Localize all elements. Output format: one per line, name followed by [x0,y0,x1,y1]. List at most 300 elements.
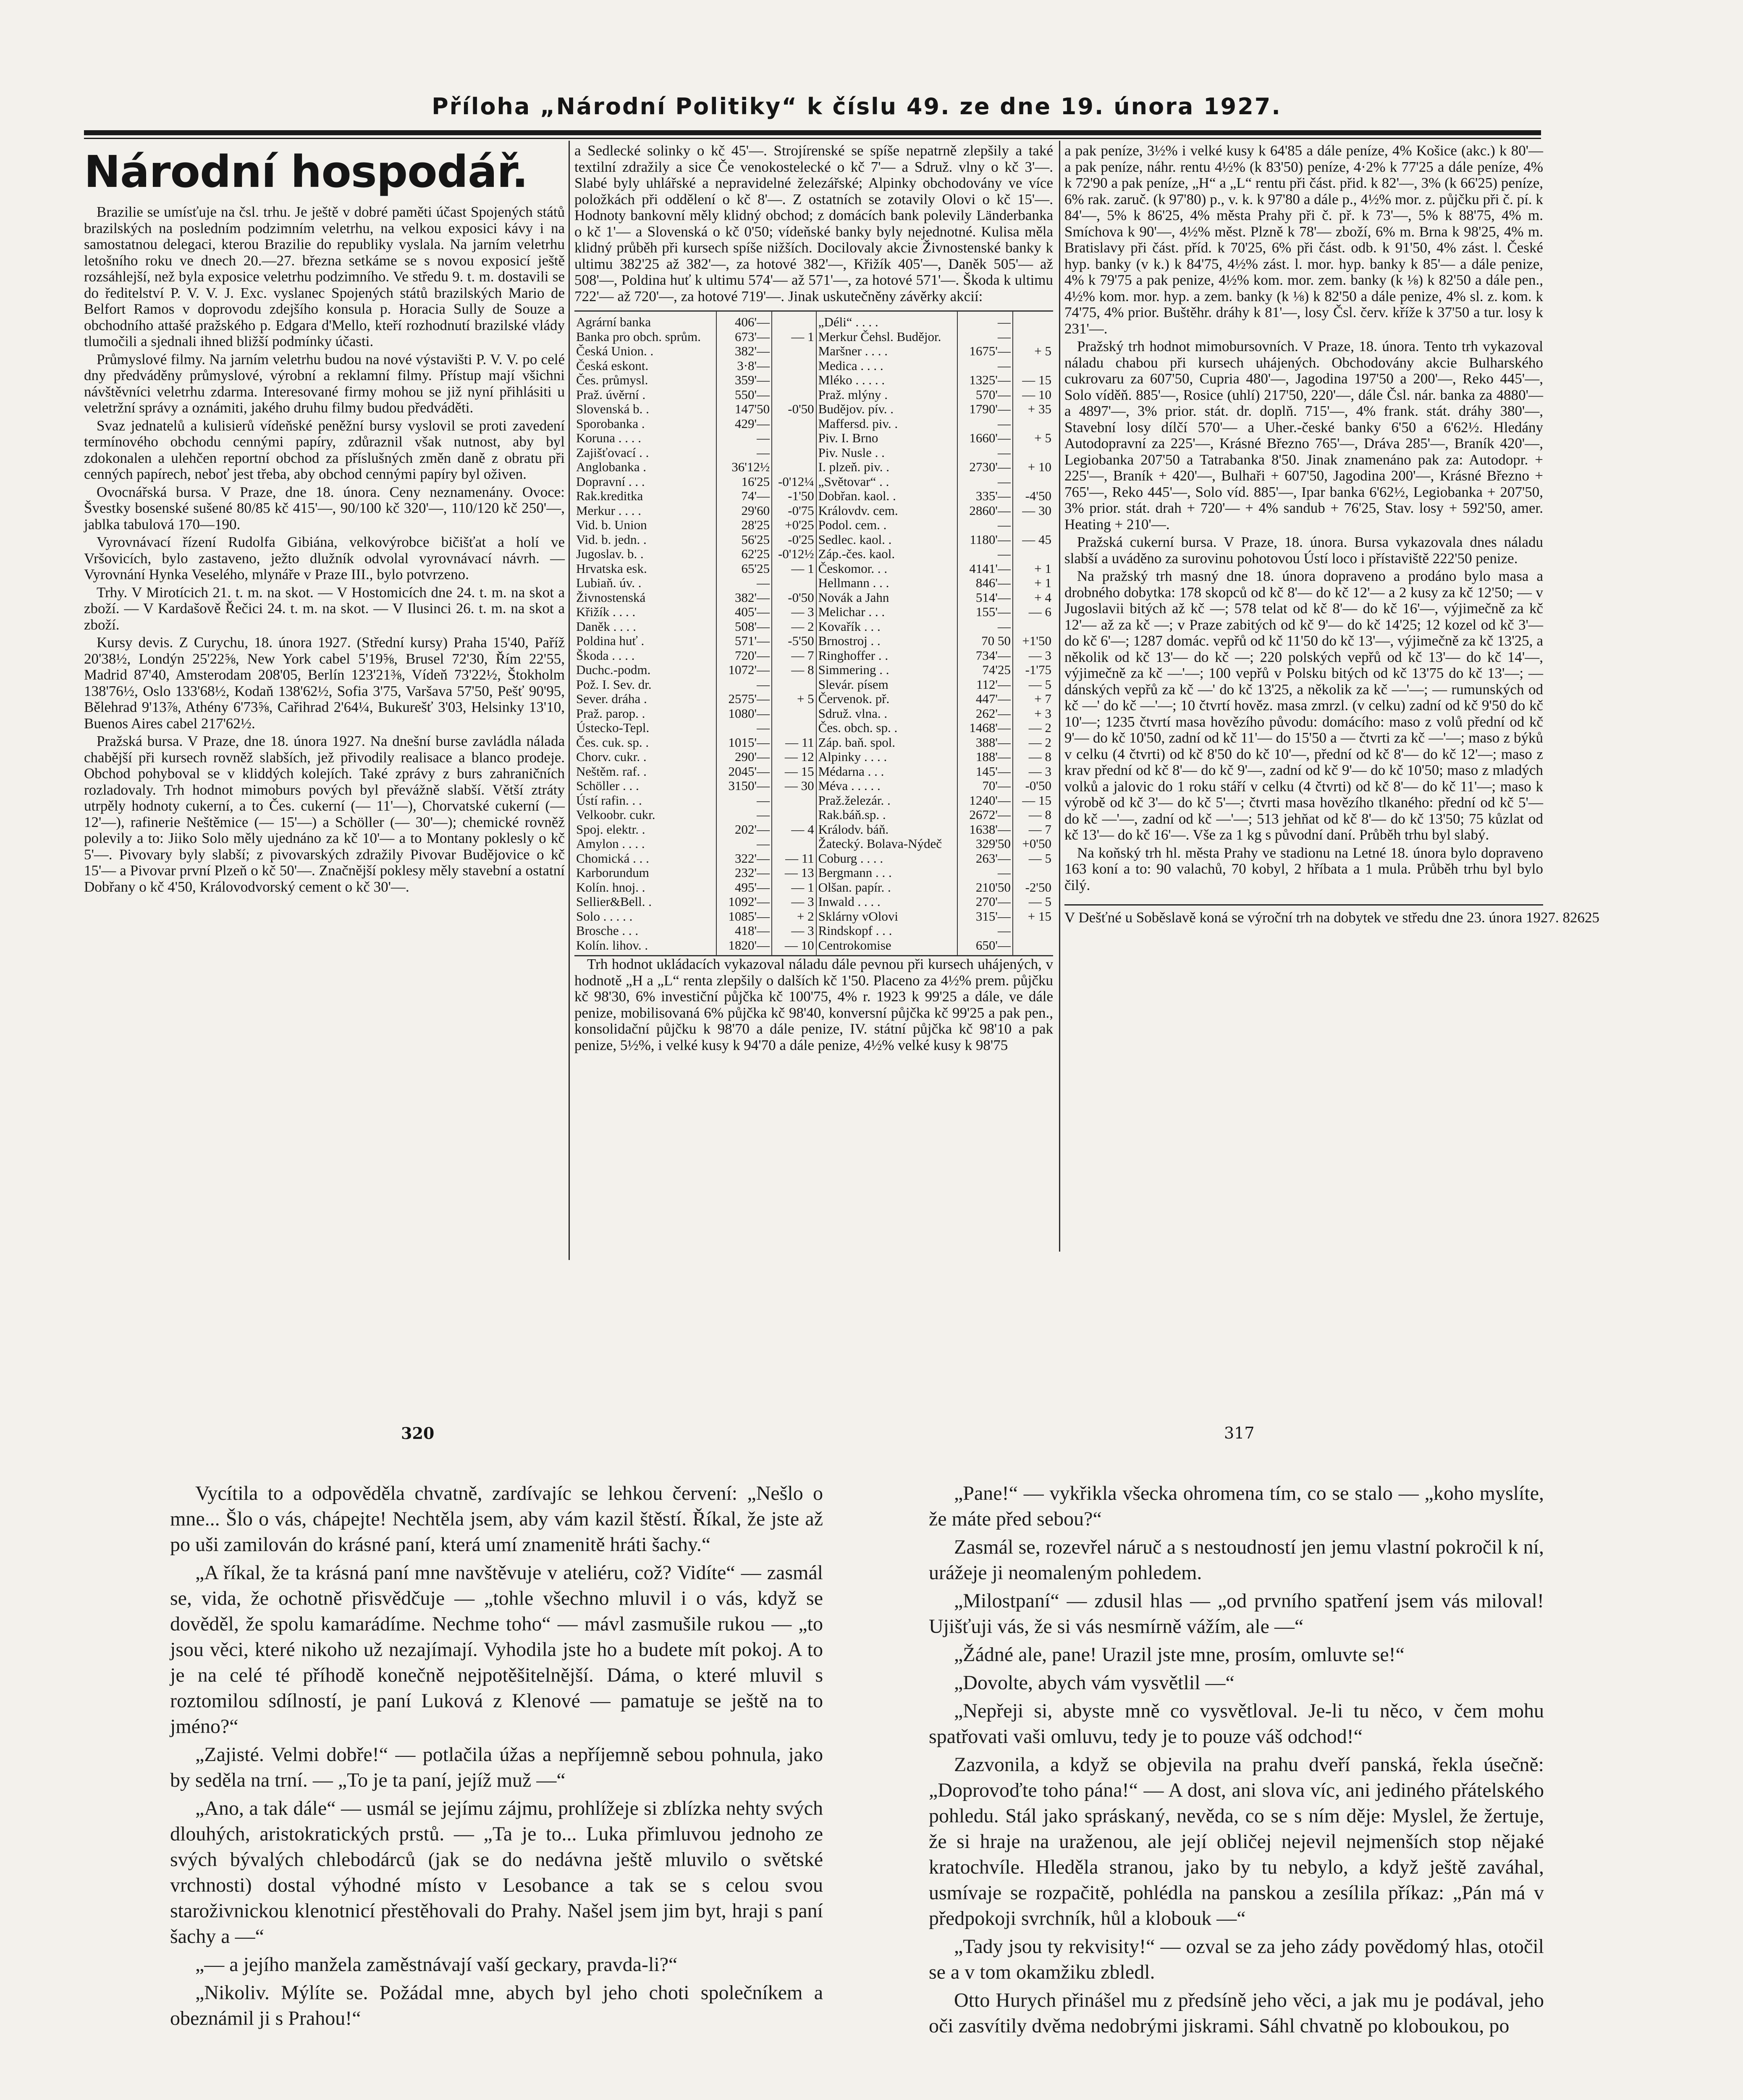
news-paragraph: Vyrovnávací řízení Rudolfa Gibiána, velkovýrobce bičišťat a holí ve Vršovicích, bylo zastaveno, ježto dlužník odvolal vyrovnávací návrh. — Vyrovnání Hynka Veselého, mlynáře v Praze III., bylo potvrzeno. [84,534,565,583]
stock-price: 406'— [716,311,772,330]
stock-name: Centrokomise [816,938,957,956]
stock-change: -0'50 [1025,779,1051,793]
stock-change: -0'12¼ [772,475,816,489]
stock-row [574,851,1053,866]
novel-paragraph: „Nikoliv. Mýlíte se. Požádal mne, abych byl jeho choti společníkem a obeznámil ji s Prahou!“ [170,1982,823,2029]
stock-change: -0'12½ [772,547,816,562]
column-divider [1059,141,1060,1252]
stock-price: 1638'— [957,822,1013,837]
stock-price: 329'50 [957,837,1013,851]
stock-change [772,359,816,373]
stock-change [772,344,816,359]
stock-name: Vid. b. jedn. . [574,533,716,547]
stock-name: Česká eskont. [574,359,716,373]
stock-price: 112'— [957,677,1013,692]
stock-price: 322'— [716,851,772,866]
news-paragraph: Kursy devis. Z Curychu, 18. února 1927. (Střední kursy) Praha 15'40, Paříž 20'38½, Londýn 25'22⅝, New York cabel 5'19⅝, Brusel 72'30, Řím 22'55, Madrid 87'40, Amsterodam 208'05, Berlín 123'21⅜, Vídeň 73'22½, Štokholm 138'76½, Oslo 133'68½, Kodaň 138'62½, Sofia 3'75, Varšava 57'50, Pešť 90'95, Bělehrad 9'13⅞, Athény 6'73⅝, Cařihrad 2'64¼, Bukurešť 3'03, Helsinky 13'10, Buenos Aires cabel 217'62½. [84,634,565,732]
stock-price: 29'60 [716,504,772,518]
stock-change: — 5 [1028,677,1051,692]
stock-name: Spoj. elektr. . [574,822,716,837]
news-paragraph: Pražský trh hodnot mimobursovních. V Praze, 18. února. Tento trh vykazoval náladu chabou při kursech uhájených. Obchodovány akcie Bulharského cukrovaru za 607'50, Cupria 480'—, Jagodina 197'50 a 200'—, Reko 445'—, Solo víděň. 885'—, Rosice (uhlí) 217'50, 220'—, dále Čsl. nár. banka za 4880'— a 4897'—, 3% prior. stát. dr. doplň. 715'—, 4% frank. stát. dráhy 380'—, Stavební losy dílčí 570'— a Uher.-české banky 6'50 a 6'62½. Hledány Autodopravní za 225'—, Krásné Březno 765'—, Dráva 285'—, Braník 420'—, Legiobanka 207'50 a Tatrabanka 8'50. Jinak znamenáno pak za: Autodopr. + 225'—, Braník + 420'—, Bulhaři + 607'50, Jagodina 200'—, Krásné Březno + 765'—, Reko 445'—, Solo víd. 885'—, Ipar banka 6'62½, Legiobanka + 207'50, 3% prior. stát. drah + 720'— + 4% sandub + 76'25, Stav. losy + 592'50, amer. Heating + 210'—. [1064,338,1543,533]
stock-change: -2'50 [1025,880,1051,895]
stock-name: Mléko . . . . . [816,373,957,388]
stock-change [772,417,816,431]
stock-price: 1180'— [957,533,1013,547]
stock-change: — 6 [1028,605,1051,619]
stock-name: Králodv. báň. [816,822,957,837]
stock-change: — 15 [1022,373,1051,387]
stock-price: 1660'— [957,431,1013,446]
stock-name: Merkur Čehsl. Budějor. [816,330,957,344]
stock-change [1013,359,1053,373]
stock-price: 147'50 [716,402,772,417]
stock-name: Anglobanka . [574,460,716,475]
stock-row [574,648,1053,663]
stock-price: 65'25 [716,562,772,576]
stock-name: Sedlec. kaol. . [816,533,957,547]
stock-change [772,837,816,851]
novel-paragraph: „Zajisté. Velmi dobře!“ — potlačila úžas a nepříjemně sebou pohnula, jako by seděla na trní. — „To je ta paní, jejíž muž —“ [170,1743,823,1791]
stock-change [772,706,816,721]
stock-row [574,388,1053,402]
stock-change: — 4 [772,822,816,837]
stock-row [574,373,1053,388]
stock-row [574,446,1053,460]
stock-change [772,373,816,388]
stock-price: 290'— [716,750,772,764]
stock-change: +1'50 [1022,634,1051,648]
news-paragraph: Brazilie se umísťuje na čsl. trhu. Je ještě v dobré paměti účast Spojených států brazilských na posledním podzimním veletrhu, na velkou exposici kávy i na samostatnou delegaci, kterou Brazilie do republiky vyslala. Na jarním veletrhu letošního roku ve dnech 20.—27. března setkáme se s novou exposicí ještě rozsáhlejší, než byla exposice veletrhu podzimního. Ve středu 9. t. m. dostavili se do ředitelství P. V. V. J. Exc. vyslanec Spojených států brazilských Mario de Belfort Ramos v doprovodu zdejšího konsula p. Horacia Sully de Souze a obchodního attašé pražského p. Edgara d'Mello, kteří rozhodnutí brazilské vlády tlumočili a sjednali ihned bližší podmínky účasti. [84,204,565,349]
stock-name: Piv. Nusle . . [816,446,957,460]
stock-change [772,808,816,822]
stock-price: 2575'— [716,692,772,706]
stock-name: Sklárny vOlovi [816,909,957,924]
stock-name: Agrární banka [574,311,716,330]
header-rule-thin [84,138,1541,139]
stock-name: Duchc.-podm. [574,663,716,677]
stock-change: — 2 [1028,735,1051,750]
stock-change: + 35 [1027,402,1051,416]
stock-change [1013,446,1053,460]
stock-change: — 1 [772,562,816,576]
stock-price: 62'25 [716,547,772,562]
stock-change: -0'75 [772,504,816,518]
stock-row [574,735,1053,750]
novel-paragraph: „Dovolte, abych vám vysvětlil —“ [954,1672,1235,1694]
stock-row [574,475,1053,489]
news-paragraph: Trhy. V Mirotícich 21. t. m. na skot. — V Hostomicích dne 24. t. m. na skot a zboží. — V Kardašově Řečici 24. t. m. na skot. — V Ilusinci 26. t. m. na skot a zboží. [84,584,565,633]
stock-name: Brnostroj . . [816,634,957,648]
stock-price: 1790'— [957,402,1013,417]
stock-change: — 1 [772,330,816,344]
stock-price: 2045'— [716,764,772,779]
news-paragraph: Trh hodnot ukládacích vykazoval náladu dále pevnou při kursech uhájených, v hodnotě „H a „L“ renta zlepšily o dalších kč 1'50. Placeno za 4½% prem. půjčku kč 98'30, 6% investiční půjčka kč 100'75, 4% r. 1923 k 99'25 a dále, ve dále penize, mobilisovaná 6% půjčka kč 98'40, konversní půjčka kč 99'25 a pak pen., konsolidační půjčku k 98'70 a dále penize, IV. státní půjčka kč 98'10 a pak penize, 5½%, i velké kusy k 94'70 a dále penize, 4½% velké kusy k 98'75 [574,956,1053,1053]
stock-price: 36'12½ [716,460,772,475]
novel-paragraph: „— a jejího manžela zaměstnávají vaší geckary, pravda-li?“ [195,1953,678,1976]
stock-price: — [716,837,772,851]
stock-price: — [957,924,1013,938]
stock-price: — [716,431,772,446]
novel-paragraph: Zasmál se, rozevřel náruč a s nestoudností jen jemu vlastní pokročil k ní, urážeje ji neomaleným pohledem. [929,1536,1544,1584]
stock-row [574,344,1053,359]
stock-price: 1240'— [957,793,1013,808]
stock-name: Pož. I. Sev. dr. [574,677,716,692]
column-divider [569,141,570,1260]
stock-name: Sporobanka . [574,417,716,431]
stock-price: 270'— [957,895,1013,909]
stock-name: Hellmann . . . [816,576,957,591]
stock-name: Rak.kreditka [574,489,716,504]
stock-change: — 1 [772,880,816,895]
novel-paragraph: „Milostpaní“ — zdusil hlas — „od prvního spatření jsem vás miloval! Ujišťuji vás, že si vás nesmírně vážím, ale —“ [929,1590,1544,1638]
stock-name: Praž. parop. . [574,706,716,721]
stock-change: — 3 [1028,648,1051,663]
stock-price: — [716,721,772,735]
stock-change: — 7 [772,648,816,663]
stock-price: — [957,620,1013,634]
stock-row [574,460,1053,475]
stock-name: Jugoslav. b. . [574,547,716,562]
novel-page-left [170,1480,823,2034]
novel-paragraph: „Pane!“ — vykřikla všecka ohromena tím, co se stalo — „koho myslíte, že máte před sebou?“ [929,1482,1544,1530]
page-number-left: 320 [401,1424,435,1443]
stock-change: — 7 [1028,822,1051,837]
stock-name: Daněk . . . . [574,620,716,634]
stock-name: Dobřan. kaol. . [816,489,957,504]
stock-price: — [957,311,1013,330]
stock-name: Sdruž. vlna. . [816,706,957,721]
stock-change: — 11 [772,735,816,750]
stock-name: Piv. I. Brno [816,431,957,446]
stock-price: 1085'— [716,909,772,924]
stock-name: Karborundum [574,866,716,880]
stock-change [772,576,816,591]
stock-name: Červenok. př. [816,692,957,706]
stock-price: 508'— [716,620,772,634]
stock-change [772,446,816,460]
stock-price: 1820'— [716,938,772,956]
stock-name: Praž. úvěrní . [574,388,716,402]
stock-name: Coburg . . . . [816,851,957,866]
stock-price: 382'— [716,344,772,359]
news-paragraph: Ovocnářská bursa. V Praze, dne 18. února. Ceny neznamenány. Ovoce: Švestky bosenské sušené 80/85 kč 415'—, 90/100 kč 320'—, 110/120 kč 250'—, jablka tabulová 170—190. [84,483,565,533]
stock-price: 846'— [957,576,1013,591]
stock-row [574,576,1053,591]
stock-price: 571'— [716,634,772,648]
stock-change: — 3 [772,924,816,938]
stock-price: 263'— [957,851,1013,866]
stock-change: + 7 [1034,692,1051,706]
header-rule [84,130,1541,135]
stock-row [574,895,1053,909]
stock-name: Brosche . . . [574,924,716,938]
stock-row [574,750,1053,764]
stock-name: Velkoobr. cukr. [574,808,716,822]
stock-name: Alpinky . . . . [816,750,957,764]
stock-name: Žatecký. Bolava-Nýdeč [816,837,957,851]
stock-row [574,721,1053,735]
section-title: Národní hospodář. [84,146,528,197]
stock-price: 74'25 [957,663,1013,677]
stock-name: Koruna . . . . [574,431,716,446]
stock-row [574,880,1053,895]
stock-price: 56'25 [716,533,772,547]
stock-change: — 5 [1028,851,1051,866]
stock-row [574,489,1053,504]
stock-change [772,793,816,808]
stock-change: -1'50 [772,489,816,504]
stock-name: Méva . . . . . [816,779,957,793]
stock-change [1013,417,1053,431]
stock-name: Čes. průmysl. [574,373,716,388]
stock-name: Sellier&Bell. . [574,895,716,909]
stock-price: 155'— [957,605,1013,620]
stock-price: 335'— [957,489,1013,504]
stock-name: Kovařík . . . [816,620,957,634]
stock-change [772,721,816,735]
stock-row [574,402,1053,417]
stock-change: — 11 [772,851,816,866]
stock-name: Sever. dráha . [574,692,716,706]
stock-change [772,311,816,330]
stock-change: + 4 [1034,590,1051,605]
stock-change [1013,866,1053,880]
stock-price: 447'— [957,692,1013,706]
stock-price: 673'— [716,330,772,344]
stock-row [574,591,1053,605]
stock-change: — 2 [772,620,816,634]
stock-name: Bergmann . . . [816,866,957,880]
stock-name: „Světovar“ . . [816,475,957,489]
stock-price: 1092'— [716,895,772,909]
stock-price: — [957,518,1013,533]
stock-change: — 30 [1022,503,1051,518]
stock-row [574,417,1053,431]
stock-row [574,547,1053,562]
stock-change: + 5 [1034,431,1051,445]
stock-change: — 8 [1028,750,1051,764]
stock-name: „Déli“ . . . . [816,311,957,330]
stock-row [574,562,1053,576]
novel-page-right [929,1480,1544,2041]
stock-change [1013,311,1053,330]
market-notice: V Dešťné u Soběslavě koná se výroční trh na dobytek ve středu dne 23. února 1927. 82625 [1064,904,1543,926]
stock-row [574,431,1053,446]
stock-row [574,605,1053,620]
stock-name: Banka pro obch. sprům. [574,330,716,344]
stock-price: 2860'— [957,504,1013,518]
stock-name: Rindskopf . . . [816,924,957,938]
stock-change: + 5 [1034,344,1051,358]
news-paragraph: Pražská bursa. V Praze, dne 18. února 1927. Na dnešní burse zavládla nálada chabější při kursech rovněž slabších, jež přivodily realisace a blanco prodeje. Obchod pohyboval se v kliddých kolejích. Také zprávy z burs zahraničních rozladovaly. Trh hodnot mimoburs pových byl převážně slabší. Větší ztráty utrpěly hodnoty cukerní, a to Čes. cukerní (— 11'—), Chorvatské cukerní (— 12'—), rafinerie Neštěmice (— 15'—) a Schöller (— 30'—); chemické rovněž polevily a to: Jiiko Solo měly ujednáno za kč 10'— a to Montany poklesly o kč 5'—. Pivovary byly slabší; z pivovarských zdražily Pivovar Budějovice o kč 15'— a Pivovar první Plzeň o kč 50'—. Značnější poklesy měly stavební a ostatní Dobřany o kč 4'50, Královodvorský cement o kč 30'—. [84,733,565,895]
stock-change: — 3 [772,895,816,909]
stock-name: Maffersd. piv. . [816,417,957,431]
stock-price: 28'25 [716,518,772,533]
stock-price: 359'— [716,373,772,388]
stock-price: 16'25 [716,475,772,489]
stock-price: 3150'— [716,779,772,793]
stock-name: Neštěm. raf. . [574,764,716,779]
stock-change: -0'50 [772,591,816,605]
stock-name: Vid. b. Union [574,518,716,533]
stock-row [574,924,1053,938]
stock-row [574,822,1053,837]
stock-row [574,808,1053,822]
stock-name: Slevár. písem [816,677,957,692]
stock-row [574,779,1053,793]
stock-row [574,866,1053,880]
stock-change: + 1 [1034,576,1051,590]
stock-change [772,431,816,446]
stock-row [574,706,1053,721]
stock-row [574,677,1053,692]
stock-change: + 5 [772,692,816,706]
stock-price: 3·8'— [716,359,772,373]
stock-name: Křižík . . . . [574,605,716,620]
stock-name: Praž. mlýny . [816,388,957,402]
novel-paragraph: „A říkal, že ta krásná paní mne navštěvuje v ateliéru, což? Vidíte“ — zasmál se, vida, že ochotně přisvědčuje — „tohle všechno mluvil i o vás, když se dověděl, že spolu kamarádíme. Nechme toho“ — mávl zasmušile rukou — „to jsou věci, které nikoho už nezajímají. Vyhodila jste ho a budete mít pokoj. A to je na celé té příhodě konečně nejpotěšitelnější. Dáma, o které mluvil s roztomilou sdílností, je paní Luková z Klenové — pamatuje se ještě na to jméno?“ [170,1562,823,1738]
stock-change: — 30 [772,779,816,793]
stock-name: Čes. obch. sp. . [816,721,957,735]
stock-row [574,764,1053,779]
stock-name: Budějov. pív. . [816,402,957,417]
stock-change: — 10 [1022,387,1051,402]
stock-price: — [957,330,1013,344]
novel-paragraph: Otto Hurych přinášel mu z předsíně jeho věci, a jak mu je podával, jeho oči zasvítily dvěma nedobrými jiskrami. Sáhl chvatně po kloboukou, po [929,1989,1544,2037]
stock-name: Merkur . . . . [574,504,716,518]
stock-price: 145'— [957,764,1013,779]
stock-row [574,359,1053,373]
stock-change: + 15 [1027,909,1051,924]
stock-table [574,310,1053,956]
stock-price: 429'— [716,417,772,431]
stock-change: — 15 [1022,793,1051,808]
stock-price: 2672'— [957,808,1013,822]
stock-name: Chorv. cukr. . [574,750,716,764]
stock-change [772,677,816,692]
stock-price: — [957,866,1013,880]
stock-row [574,909,1053,924]
stock-price: — [716,576,772,591]
stock-name: I. plzeň. piv. . [816,460,957,475]
stock-price: 388'— [957,735,1013,750]
stock-price: 1015'— [716,735,772,750]
news-paragraph: Pražská cukerní bursa. V Praze, 18. února. Bursa vykazovala dnes náladu slabší a uváděno za surovinu pohotovou Ústí loco i přístaviště 222'50 penize. [1064,534,1543,567]
economy-column-2 [574,143,1053,1055]
novel-paragraph: „Ano, a tak dále“ — usmál se jejímu zájmu, prohlížeje si zblízka nehty svých dlouhých, aristokratických prstů. — „Ta je to... Luka přimluvou jednoho ze svých bývalých chlebodárců (jak se do nedávna ještě mluvilo o světské vrchnosti) dostal výhodné místo v Lesobance a tak se s celou svou staroživnickou klenotnicí přestěhovali do Prahy. Našel jsem jim byt, hraji s paní šachy a —“ [170,1797,823,1948]
stock-row [574,793,1053,808]
stock-name: Kolín. hnoj. . [574,880,716,895]
stock-change: — 45 [1022,532,1051,547]
stock-price: 262'— [957,706,1013,721]
stock-name: Podol. cem. . [816,518,957,533]
stock-change: -0'25 [772,533,816,547]
stock-price: 188'— [957,750,1013,764]
stock-name: Ústecko-Tepl. [574,721,716,735]
stock-change: — 15 [772,764,816,779]
stock-change [1013,547,1053,562]
stock-name: Praž.železár. . [816,793,957,808]
stock-row [574,938,1053,956]
stock-name: Záp. baň. spol. [816,735,957,750]
supplement-header: Příloha „Národní Politiky“ k číslu 49. ze dne 19. února 1927. [432,93,1282,120]
stock-change: — 3 [772,605,816,620]
stock-name: Simmering . . [816,663,957,677]
stock-change [1013,938,1053,956]
stock-name: Škoda . . . . [574,648,716,663]
stock-price: 382'— [716,591,772,605]
news-paragraph: a pak peníze, 3½% i velké kusy k 64'85 a dále peníze, 4% Košice (akc.) k 80'— a pak peníze, náhr. rentu 4½% (k 83'50) peníze, 4·2% k 77'25 a dále peníze, 4% k 72'90 a pak peníze, „H“ a „L“ rentu při část. přid. k 82'—, 3% (k 66'25) peníze, 6% rak. zaruč. (k 97'80) p., v. k. k 97'80 a dále p., 4½% mor. z. půjčku při č. pí. k 84'—, 5% k 86'25, 4% města Prahy při č. př. k 73'—, 5% k 88'75, 4% m. Smíchova k 90'—, 4½% měst. Plzně k 78'— zboží, 6% m. Brna k 98'25, 4% m. Bratislavy při část. příd. k 70'25, 6% při část. odb. k 91'50, 4% zást. l. České hyp. banky (v k.) k 84'75, 4½% zást. l. mor. hyp. banky k 85'— a dále penize, 4% k 79'75 a pak penize, 4½% kom. mor. zem. banky (k ⅛) k 82'50 a dále pen., 4½% kom. mor. hyp. a zem. banky (k ⅛) k 82'50 a dále penize, 4% sl. z. kom. k 74'75, 4% prior. Buštěhr. dráhy k 81'—, losy Čsl. červ. kříže k 37'50 a tur. losy k 231'—. [1064,142,1543,337]
stock-name: Kolín. lihov. . [574,938,716,956]
stock-price: 495'— [716,880,772,895]
news-paragraph: a Sedlecké solinky o kč 45'—. Strojírenské se spíše nepatrně zlepšily a také textilní zdražily a sice Če venokostelecké o kč 7'— a Sdruž. vlny o kč 3'—. Slabé byly uhlářské a nepravidelné železářské; Alpinky obchodovány ve více položkách při oddělení o kč 8'—. Z ostatních se zotavily Olovi o kč 15'—. Hodnoty bankovní měly klidný obchod; z domácích bank polevily Länderbanka o kč 1'— a Slovenská o kč 0'50; vídeňské banky byly nejednotné. Kulisa měla klidný průběh při kursech spíše nižších. Docilovaly akcie Živnostenské banky k ultimu 382'25 až 382'—, za hotové 382'—, Křižík 405'—, Daněk 505'— až 508'—, Poldina huť k ultimu 574'— až 571'—, za hotové 571'—. Škoda k ultimu 722'— až 720'—, za hotové 719'—. Jinak uskutečněny závěrky akcií: [574,142,1053,304]
stock-price: 315'— [957,909,1013,924]
stock-change: — 12 [772,750,816,764]
stock-change: -5'50 [772,634,816,648]
stock-change: — 13 [772,866,816,880]
news-paragraph: Na koňský trh hl. města Prahy ve stadionu na Letné 18. února bylo dopraveno 163 koní a to: 90 valachů, 70 kobyl, 2 hříbata a 1 mula. Průběh trhu byl bylo čilý. [1064,844,1543,893]
stock-price: 720'— [716,648,772,663]
stock-price: — [957,359,1013,373]
stock-name: Inwald . . . . [816,895,957,909]
novel-paragraph: „Žádné ale, pane! Urazil jste mne, prosím, omluvte se!“ [954,1643,1405,1666]
stock-price: — [957,417,1013,431]
stock-price: 1072'— [716,663,772,677]
stock-change [772,388,816,402]
stock-name: Medica . . . . [816,359,957,373]
novel-paragraph: „Nepřeji si, abyste mně co vysvětloval. Je-li tu něco, v čem mohu spatřovati vaši omluvu, tedy je to pouze váš odchod!“ [929,1700,1544,1748]
stock-price: — [716,446,772,460]
stock-change: — 8 [1028,808,1051,822]
stock-change: — 8 [772,663,816,677]
stock-change: + 3 [1034,706,1051,721]
stock-price: 734'— [957,648,1013,663]
stock-name: Schöller . . . [574,779,716,793]
stock-price: 418'— [716,924,772,938]
stock-price: 70 50 [957,634,1013,648]
stock-row [574,311,1053,330]
stock-row [574,692,1053,706]
stock-name: Novák a Jahn [816,591,957,605]
stock-name: Poldina huť . [574,634,716,648]
news-paragraph: Na pražský trh masný dne 18. února dopraveno a prodáno bylo masa a drobného dobytka: 178 skopců od kč 8'— do kč 12'— a 2 kusy za kč 12'50; — v Jugoslavii bitých až kč —; 578 telat od kč 8'— do kč 16'—, výjimečně za kč 12'— až za kč —; v Praze zabitých od kč 9'— do kč 14'25; 12 kozel od kč 3'— do kč 6'—; 1287 domác. vepřů od kč 11'50 do kč 13'—, výjimečně za kč 13'25, a několik od kč 13'— do kč —; 220 polských vepřů od kč 13'— do kč 14'—, výjimečně za kč —'—; 100 vepřů v Polsku bitých od kč 13'75 do kč 13'—; — dánských vepřů za kč —' do kč 13'25, a několik za kč —'—; — rumunských od kč —' do kč —'—; 10 čtvrtí hověz. masa zmrzl. (v celku) zadní od kč 9'50 do kč 10'—; 1235 čtvrtí masa hovězího původu: domácího: maso z volů přední od kč 9'— do kč 10'50, zadní od kč 11'— do 15'50 a — čtvrti za kč —'—; maso z býků v celku (4 čtvrti) od kč 8'50 do kč 10'—, přední od kč 8'— do kč 12'—; maso z krav přední od kč 8'— do kč 9'—, zadní od kč 9'— do kč 10'50; maso z mladých volků a jalovic do 1 roku stáří v celku (4 čtvrti) od kč 8'— do kč 11'—; maso k výrobě od kč 3'— do kč 5'—; čtvrti masa hovězího tlkaného: přední od kč 5'— do kč —'—, zadní od kč —'—; 513 jehňat od kč 8'— do kč 13'50; 75 kůzlat od kč 13'— do kč 16'—. Vše za 1 kg s původní daní. Průběh trhu byl slabý. [1064,568,1543,843]
stock-name: Živnostenská [574,591,716,605]
stock-change: -4'50 [1025,489,1051,503]
stock-price: — [957,475,1013,489]
stock-price: 514'— [957,591,1013,605]
stock-row [574,663,1053,677]
stock-name: Slovenská b. . [574,402,716,417]
stock-name: Amylon . . . . [574,837,716,851]
news-paragraph: Průmyslové filmy. Na jarním veletrhu budou na nové výstavišti P. V. V. po celé dny předváděny průmyslové, výrobní a reklamní filmy. Přístup mají všichni návštěvníci veletrhu zdarma. Interesované firmy mohou se již nyní přihlásiti u veletržní správy a oznámiti, jakého druhu filmy budou předváděti. [84,351,565,416]
stock-change [1013,518,1053,533]
stock-row [574,837,1053,851]
stock-change: — 2 [1028,721,1051,735]
stock-row [574,518,1053,533]
stock-change: — 5 [1028,895,1051,909]
stock-name: Olšan. papír. . [816,880,957,895]
stock-name: Solo . . . . . [574,909,716,924]
stock-name: Lubiaň. úv. . [574,576,716,591]
stock-name: Královdv. cem. [816,504,957,518]
stock-row [574,330,1053,344]
stock-name: Maršner . . . . [816,344,957,359]
economy-column-1 [84,147,565,897]
stock-price: 1468'— [957,721,1013,735]
stock-name: Rak.báň.sp. . [816,808,957,822]
stock-name: Melichar . . . [816,605,957,620]
stock-price: 1080'— [716,706,772,721]
